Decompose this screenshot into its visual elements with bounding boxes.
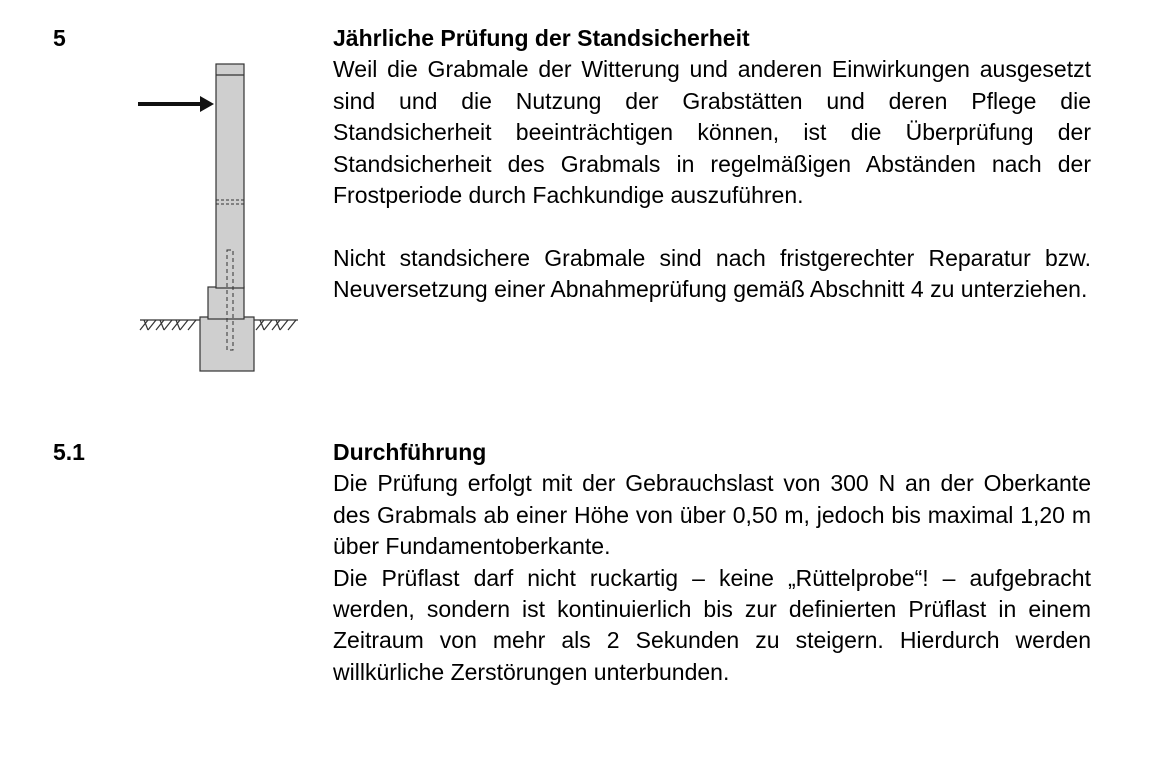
section-5-body [333, 23, 1091, 306]
section-5-title: Jährliche Prüfung der Standsicherheit [333, 25, 750, 51]
section-5-1-paragraph-2: Die Prüflast darf nicht ruckartig – keine „Rüttelprobe“! – aufgebracht werden, sondern ist kontinuierlich bis zur definierten Prüflast in einem Zeitraum von mehr als 2 Sekunden zu steigern. Hierdurch werden willkürliche Zerstörungen unterbunden. [333, 564, 1091, 685]
section-5-1-paragraph-1: Die Prüfung erfolgt mit der Gebrauchslast von 300 N an der Oberkante des Grabmals ab einer Höhe von über 0,50 m, jedoch bis maximal 1,20 m über Fundamentoberkante. [333, 470, 1091, 560]
gravestone-load-test-diagram-icon [130, 55, 305, 380]
base-plinth [208, 287, 244, 319]
section-5-paragraph-2: Nicht standsichere Grabmale sind nach fristgerechter Reparatur bzw. Neuversetzung einer Abnahmeprüfung gemäß Abschnitt 4 zu unterziehen. [333, 244, 1091, 303]
section-number-5-1: 5.1 [53, 439, 85, 465]
ground-hatch-right [254, 320, 298, 330]
section-5-1-title: Durchführung [333, 439, 487, 465]
ground-hatch-left [140, 320, 202, 330]
section-number-5: 5 [53, 25, 66, 51]
load-arrow-icon [138, 96, 214, 112]
section-5-paragraph-1: Weil die Grabmale der Witterung und anderen Einwirkungen ausgesetzt sind und die Nutzung der Grabstätten und deren Pflege die Standsicherheit beeinträchtigen können, ist die Überprüfung der Standsicherheit des Grabmals in regelmäßigen Abständen nach der Frostperiode durch Fachkundige auszuführen. [333, 56, 1091, 209]
section-5-1-body [333, 437, 1091, 688]
stele-column [216, 64, 244, 288]
